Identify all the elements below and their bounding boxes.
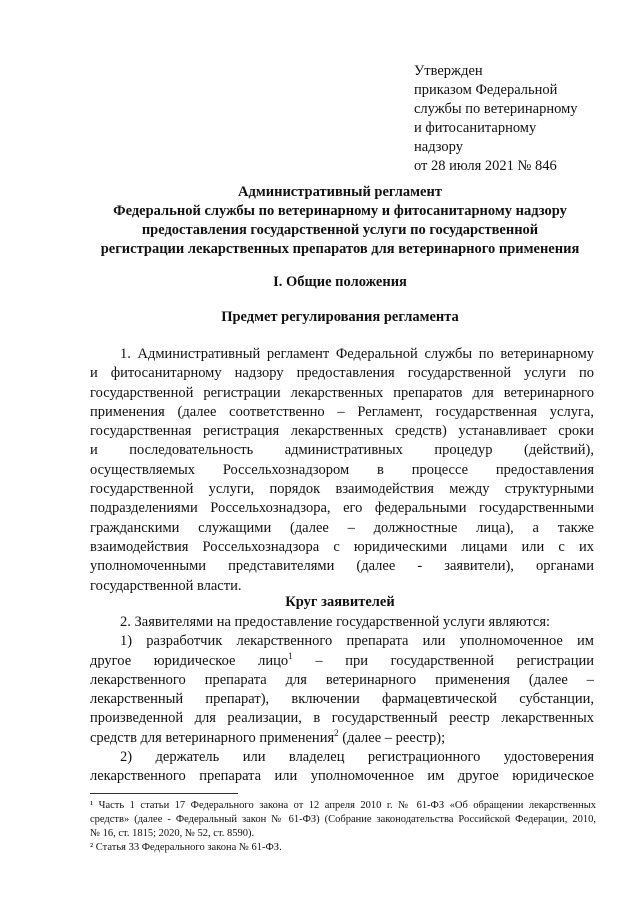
text-fragment: другое юридическое лицо — [90, 652, 289, 669]
approval-line: службы по ветеринарному — [414, 101, 578, 117]
footnote-ref-2[interactable]: 2 — [334, 727, 339, 738]
text-line: произведенной для реализации, в государственный реестр лекарственных — [90, 710, 594, 727]
approval-line: надзору — [414, 139, 463, 155]
title-line: предоставления государственной услуги по государственной — [141, 222, 539, 238]
subsection-heading-subject: Предмет регулирования регламента — [221, 309, 459, 325]
text-line: и последовательность административных процедур (действий), — [90, 442, 594, 459]
footnotes — [90, 799, 596, 855]
text-line: лекарственного препарата для ветеринарного применения (далее – — [90, 671, 594, 688]
text-fragment: средств для ветеринарного применения — [90, 729, 335, 746]
text-line: осуществляемых Россельхознадзором в процессе предоставления — [90, 461, 594, 478]
text-line — [90, 729, 594, 748]
text-line: применения (далее соответственно – Регламент, государственная услуга, — [90, 403, 594, 420]
footnote-ref-1[interactable]: 1 — [288, 650, 293, 661]
approval-line: и фитосанитарному — [414, 120, 537, 136]
title-line: Административный регламент — [238, 184, 442, 200]
text-line: уполномоченными представителями (далее - заявители), органами — [90, 558, 594, 575]
title-line: регистрации лекарственных препаратов для ветеринарного применения — [100, 241, 580, 257]
text-line: 1. Административный регламент Федеральной службы по ветеринарному — [120, 346, 594, 362]
document-title — [80, 183, 600, 259]
subsection-heading-applicants: Круг заявителей — [285, 594, 395, 610]
footnote-2: ² Статья 33 Федерального закона № 61-ФЗ. — [90, 842, 282, 853]
text-line — [90, 652, 594, 671]
text-line: 2) держатель или владелец регистрационного удостоверения — [120, 749, 594, 766]
text-fragment: (далее – реестр); — [338, 729, 446, 746]
text-line: государственной услуги, порядок взаимодействия между структурными — [90, 481, 594, 498]
footnote-1-line: № 16, ст. 1815; 2020, № 52, ст. 8590). — [90, 828, 255, 839]
section-heading: I. Общие положения — [273, 274, 407, 290]
text-line: взаимодействия Россельхознадзора с юридическими лицами или с их — [90, 538, 594, 555]
approval-stamp — [414, 62, 614, 176]
text-line: лекарственного препарата или уполномоченное им другое юридическое — [90, 768, 594, 785]
approval-line: приказом Федеральной — [414, 82, 558, 98]
text-line: подразделениями Россельхознадзора, его федеральными государственными — [90, 500, 594, 517]
text-line: 2. Заявителями на предоставление государственной услуги являются: — [120, 614, 551, 630]
footnote-1-line: средств» (далее - Федеральный закон № 61-ФЗ) (Собрание законодательства Российской Федерации, 2010, — [90, 814, 596, 825]
text-fragment: – при государственной регистрации — [292, 652, 594, 669]
text-line: лекарственный препарат), включении фармацевтической субстанции, — [90, 691, 594, 708]
footnote-1-line: ¹ Часть 1 статьи 17 Федерального закона от 12 апреля 2010 г. № 61-ФЗ «Об обращении лекарственных — [90, 800, 596, 811]
text-line: и фитосанитарному надзору предоставления государственной услуги по — [90, 365, 594, 382]
text-line: государственной регистрации лекарственных препаратов для ветеринарного — [90, 384, 594, 401]
text-line: гражданскими служащими (далее – должностные лица), а также — [90, 519, 594, 536]
approval-line: от 28 июля 2021 № 846 — [414, 158, 557, 174]
paragraph-1 — [90, 345, 594, 596]
approval-line: Утвержден — [414, 63, 483, 79]
footnote-divider — [90, 793, 238, 794]
text-line: государственной власти. — [90, 577, 242, 594]
text-line: 1) разработчик лекарственного препарата или уполномоченное им — [120, 633, 594, 650]
text-line: государственная регистрация лекарственных средств) устанавливает сроки — [90, 423, 594, 440]
title-line: Федеральной службы по ветеринарному и фитосанитарному надзору — [113, 203, 567, 219]
paragraph-2 — [90, 613, 594, 787]
